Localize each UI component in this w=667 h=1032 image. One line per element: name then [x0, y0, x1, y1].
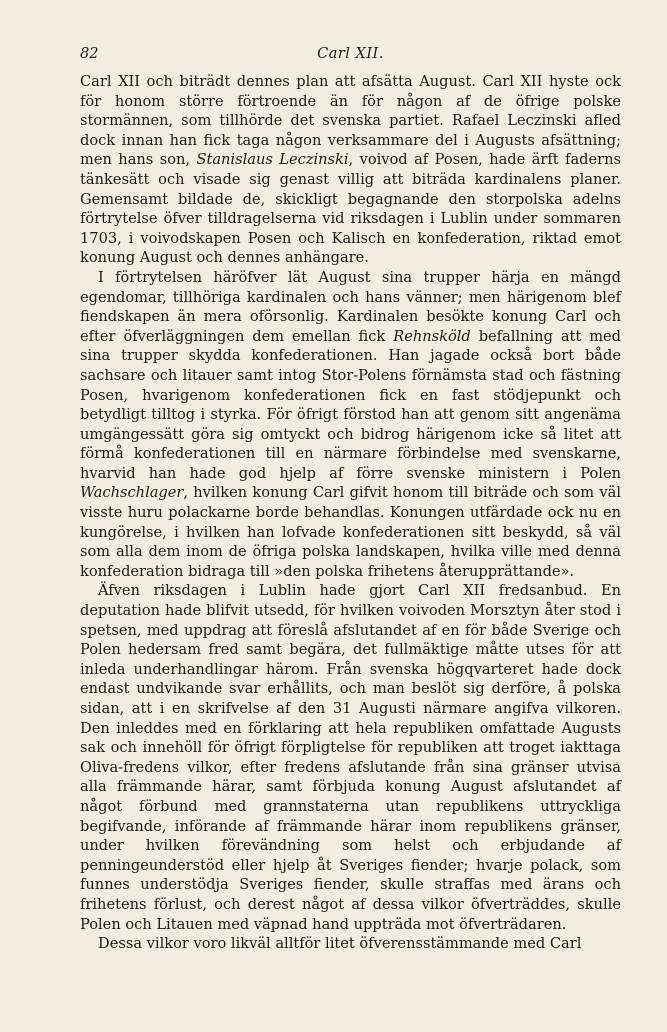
body-text: [80, 72, 621, 954]
text-run: , voivod af Posen, hade ärft faderns tänkesätt och visade sig genast villig att biträda kardinalens planer. Gemensamt bildade de, skickligt begagnande den storpolska adelns förtrytelse öfver tilldragelserna vid riksdagen i Lublin under sommaren 1703, i voivodskapen Posen och Kalisch en konfederation, riktad emot konung August och dennes anhängare.: [80, 151, 622, 267]
text-run: , hvilken konung Carl gifvit honom till biträde och som väl visste huru polackarne borde behandlas. Konungen utfärdade ock nu en kungörelse, i hvilken han lofvade konfederationen sitt beskydd, så väl som alla dem inom de öfriga polska landskapen, hvilka ville med denna konfederation bidraga till »den polska frihetens återupprättande».: [80, 484, 621, 580]
paragraph: [80, 934, 621, 954]
text-run: befallning att med sina trupper skydda konfederationen. Han jagade också bort både sachsare och litauer samt intog Stor-Polens förnämsta stad och fästning Posen, hvarigenom konfederationen fick en fast stödjepunkt och betydligt tilltog i styrka. För öfrigt förstod han att genom sitt angenäma umgängessätt göra sig omtyckt och bidrog härigenom icke så litet att förmå konfederationen till en närmare förbindelse med svenskarne, hvarvid han hade god hjelp af förre svenske ministern i Polen: [80, 327, 622, 482]
text-run: Dessa vilkor voro likväl alltför litet öfverensstämmande med Carl: [98, 935, 582, 953]
text-run: Äfven riksdagen i Lublin hade gjort Carl XII fredsanbud. En deputation hade blifvit utsedd, för hvilken voivoden Morsztyn åter stod i spetsen, med uppdrag att föreslå afslutandet af en för både Sverige och Polen hedersam fred samt begära, det fullmäktige måtte utses för att inleda underhandlingar härom. Från svenska högqvarteret hade dock endast undvikande svar erhållits, och man beslöt sig derföre, å polska sidan, att i en skrifvelse af den 31 Augusti närmare angifva vilkoren. Den inleddes med en förklaring att hela republiken omfattade Augusts sak och innehöll för öfrigt förpligtelse för republiken att troget iakttaga Oliva-fredens vilkor, efter fredens afslutande från sina gränser utvisa alla främmande härar, samt förbjuda konung August afslutandet af något förbund med grannstaterna utan republikens uttryckliga begifvande, införande af främmande härar inom republikens gränser, under hvilken förevändning som helst och erbjudande af penningeunderstöd eller hjelp åt Sveriges fiender; hvarje polack, som funnes understödja Sveriges fiender, skulle straffas med ärans och frihetens förlust, och derest något af dessa vilkor öfverträddes, skulle Polen och Litauen med väpnad hand uppträda mot öfverträdaren.: [80, 582, 621, 933]
italic-name: Wachschlager: [80, 484, 184, 502]
italic-name: Stanislaus Leczinski: [196, 151, 349, 169]
italic-name: Rehnsköld: [393, 327, 471, 345]
paragraph: [80, 72, 621, 268]
running-title: Carl XII.: [317, 46, 384, 62]
paragraph: [80, 268, 621, 582]
text-run: I förtrytelsen häröfver lät August sina trupper härja en mängd egendomar, tillhöriga kardinalen och hans vänner; men härigenom blef fiendskapen än mera oförsonlig. Kardinalen besökte konung Carl och efter öfverläggningen dem emellan fick: [80, 268, 621, 345]
text-run: Carl XII och biträdt dennes plan att afsätta August. Carl XII hyste ock för honom större förtroende än för någon af de öfrige polske stormännen, som tillhörde det svenska partiet. Rafael Leczinski afled dock innan han fick taga någon verksammare del i Augusts afsättning; men hans son,: [80, 73, 621, 169]
paragraph: [80, 581, 621, 934]
running-head: [80, 46, 621, 72]
page-number: 82: [80, 46, 99, 62]
